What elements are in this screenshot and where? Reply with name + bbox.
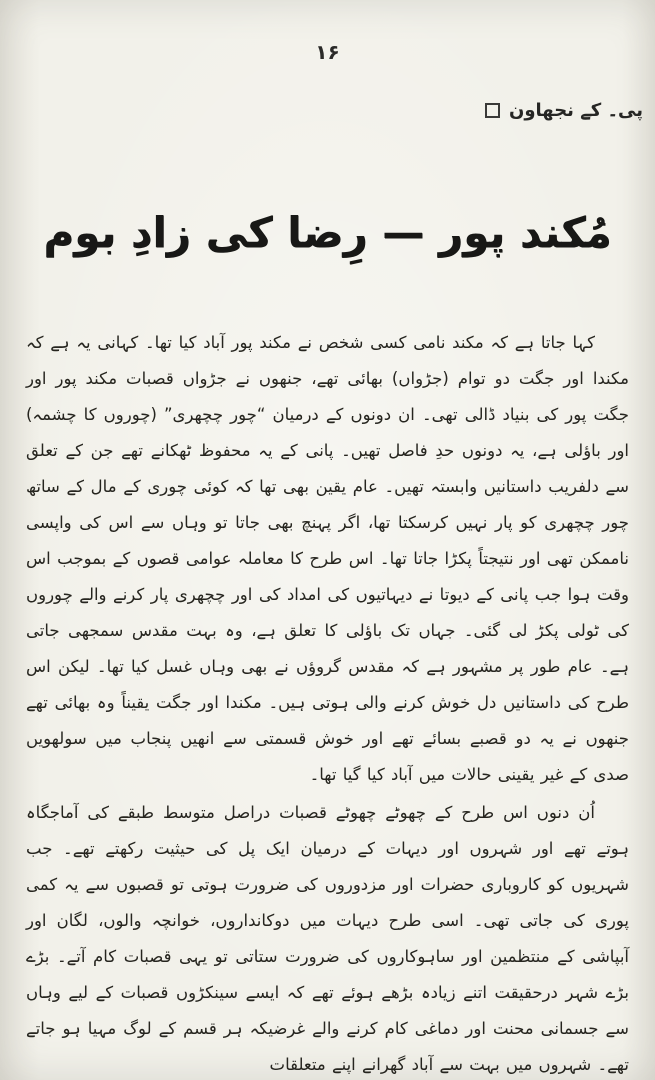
paragraph-1: کہا جاتا ہے کہ مکند نامی کسی شخص نے مکند پور آباد کیا تھا۔ کہانی یہ ہے کہ مکندا اور جگت دو توام (جڑواں) بھائی تھے، جنھوں نے جڑواں قصبات مکند پور اور جگت پور کی بنیاد ڈالی تھی۔ ان دونوں کے درمیان “چور چچھری” (چوروں کا چشمہ) اور باؤلی ہے، یہ دونوں حدِ فاصل تھیں۔ پانی کے یہ محفوظ ٹھکانے تھے جن کے تعلق سے دلفریب داستانیں وابستہ تھیں۔ عام یقین بھی تھا کہ کوئی چوری کے مال کے ساتھ چور چچھری کو پار نہیں کرسکتا تھا، اگر پہنچ بھی جاتا تو وہاں سے اس کی واپسی ناممکن تھی اور نتیجتاً پکڑا جاتا تھا۔ اس طرح کا معاملہ عوامی قصوں کے بموجب اس وقت ہوا جب پانی کے دیوتا نے دیہاتیوں کی امداد کی اور چچھری پار کرنے والے چوروں کی ٹولی پکڑ لی گئی۔ جہاں تک باؤلی کا تعلق ہے، وہ بہت مقدس سمجھی جاتی ہے۔ عام طور پر مشہور ہے کہ مقدس گروؤں نے بھی وہاں غسل کیا تھا۔ لیکن اس طرح کی داستانیں دل خوش کرنے والی ہوتی ہیں۔ مکندا اور جگت یقیناً وہ بھائی تھے جنھوں نے یہ دو قصبے بسائے تھے اور خوش قسمتی سے انھیں پنجاب میں سولھویں صدی کے غیر یقینی حالات میں آباد کیا گیا تھا۔ [26, 333, 629, 784]
chapter-title: مُکند پور — رِضا کی زادِ بوم [43, 208, 612, 257]
square-bullet-icon [485, 103, 500, 118]
paragraph-2: اُن دنوں اس طرح کے چھوٹے چھوٹے قصبات دراصل متوسط طبقے کی آماجگاہ ہوتے تھے اور شہروں اور دیہات کے درمیان ایک پل کی حیثیت رکھتے تھے۔ جب شہریوں کو کاروباری حضرات اور مزدوروں کی ضرورت ہوتی تو قصبوں سے یہ کمی پوری کی جاتی تھی۔ اسی طرح دیہات میں دوکانداروں، خوانچہ والوں، لگان اور آبپاشی کے منتظمین اور ساہوکاروں کی ضرورت ستاتی تو یہی قصبات کام آتے۔ بڑے بڑے شہر درحقیقت اتنے زیادہ بڑھے ہوئے تھے کہ ایسے سینکڑوں قصبات کے لیے وہاں سے جسمانی محنت اور دماغی کام کرنے والے غرضیکہ ہر قسم کے لوگ مہیا ہو جاتے تھے۔ شہروں میں بہت سے آباد گھرانے اپنے متعلقات [26, 803, 629, 1074]
author-name: پی۔ کے نجھاون [509, 100, 643, 121]
body-text [26, 325, 629, 1074]
page-number: ۱۶ [315, 40, 340, 64]
author-header [485, 100, 643, 121]
